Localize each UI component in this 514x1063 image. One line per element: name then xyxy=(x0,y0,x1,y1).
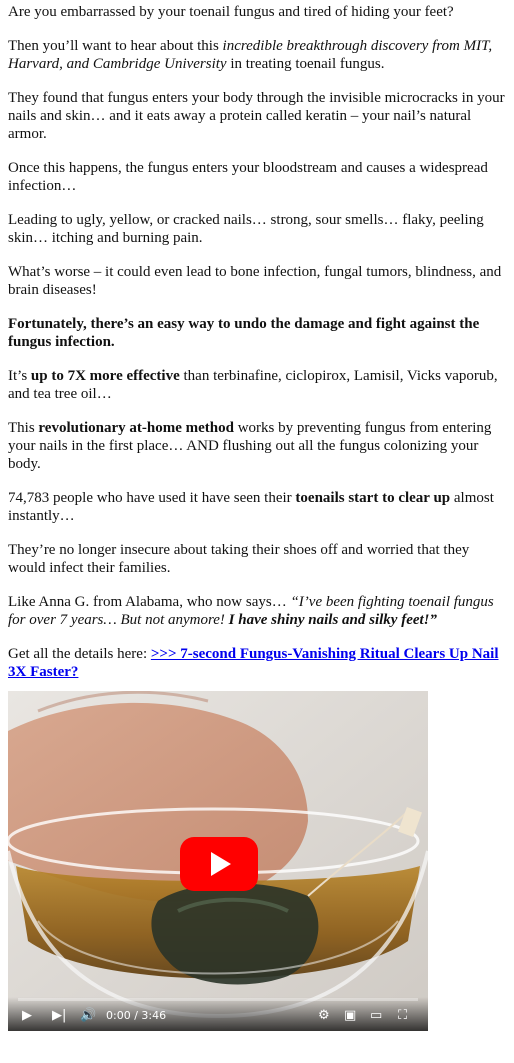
fullscreen-icon[interactable]: ⛶ xyxy=(398,1008,408,1023)
video-time: 0:00 / 3:46 xyxy=(106,1009,167,1022)
paragraph-11: They’re no longer insecure about taking their shoes off and worried that they would infect their families. xyxy=(8,542,470,576)
p10-text-b: almost instantly… xyxy=(8,490,494,524)
video-progress-bar[interactable] xyxy=(18,998,418,1001)
play-icon[interactable]: ▶ xyxy=(22,1008,32,1023)
p9-text-a: This xyxy=(8,420,39,436)
p2-emphasis: incredible breakthrough discovery from MIT, Harvard, and Cambridge University xyxy=(8,38,493,72)
p8-text-b: than terbinafine, ciclopirox, Lamisil, Vicks vaporub, and tea tree oil… xyxy=(8,368,498,402)
paragraph-12 xyxy=(8,593,508,629)
p7-bold: Fortunately, there’s an easy way to undo the damage and fight against the fungus infection. xyxy=(8,316,480,350)
paragraph-3: They found that fungus enters your body through the invisible microcracks in your nails and skin… and it eats away a protein called keratin – your nail’s natural armor. xyxy=(8,90,505,142)
paragraph-1: Are you embarrassed by your toenail fungus and tired of hiding your feet? xyxy=(8,4,454,20)
p12-quote: “I’ve been fighting toenail fungus for over 7 years… But not anymore! xyxy=(8,594,494,628)
p12-text-a: Like Anna G. from Alabama, who now says… xyxy=(8,594,291,610)
gear-icon[interactable]: ⚙ xyxy=(318,1008,330,1023)
offer-link[interactable]: >>> 7-second Fungus-Vanishing Ritual Clears Up Nail 3X Faster? xyxy=(8,646,499,680)
play-overlay-icon xyxy=(211,852,231,876)
p2-text-b: in treating toenail fungus. xyxy=(226,56,385,72)
p13-text-a: Get all the details here: xyxy=(8,646,151,662)
p12-quote-bold-italic: I have shiny nails and silky feet!” xyxy=(228,612,438,628)
paragraph-13 xyxy=(8,645,508,681)
p9-bold: revolutionary at-home method xyxy=(38,420,234,436)
paragraph-10 xyxy=(8,489,508,525)
p8-text-a: It’s xyxy=(8,368,31,384)
video-player[interactable] xyxy=(8,691,428,1031)
paragraph-8 xyxy=(8,367,508,403)
paragraph-5: Leading to ugly, yellow, or cracked nails… strong, sour smells… flaky, peeling skin… itching and burning pain. xyxy=(8,212,484,246)
video-controls-bar xyxy=(8,997,428,1031)
paragraph-7 xyxy=(8,315,508,351)
p8-bold: up to 7X more effective xyxy=(30,368,180,384)
paragraph-6: What’s worse – it could even lead to bone infection, fungal tumors, blindness, and brain diseases! xyxy=(8,264,502,298)
paragraph-2 xyxy=(8,37,508,73)
p12-quote-bold xyxy=(229,612,437,628)
miniplayer-icon[interactable]: ▣ xyxy=(344,1008,357,1023)
p9-text-b: works by preventing fungus from entering your nails in the first place… AND flushing out all the fungus colonizing your body. xyxy=(8,420,492,472)
paragraph-9 xyxy=(8,419,508,473)
p10-bold: toenails start to clear up xyxy=(295,490,451,506)
p10-text-a: 74,783 people who have used it have seen their xyxy=(8,490,296,506)
volume-icon[interactable]: 🔊 xyxy=(80,1008,97,1023)
paragraph-4: Once this happens, the fungus enters your bloodstream and causes a widespread infection… xyxy=(8,160,488,194)
next-icon[interactable]: ▶| xyxy=(52,1008,67,1023)
p2-text-a: Then you’ll want to hear about this xyxy=(8,38,223,54)
play-overlay-button[interactable] xyxy=(180,837,258,891)
theater-icon[interactable]: ▭ xyxy=(370,1008,383,1023)
